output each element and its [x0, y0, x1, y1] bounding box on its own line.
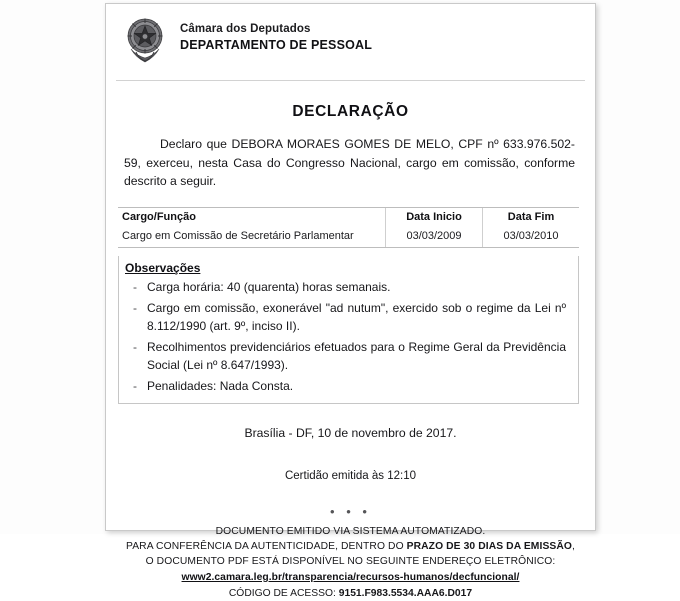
footer-authenticity-suffix: ,: [572, 540, 575, 552]
place-and-date: Brasília - DF, 10 de novembro de 2017.: [244, 425, 457, 440]
cargo-table: [118, 207, 579, 248]
footer-authenticity-prefix: PARA CONFERÊNCIA DA AUTENTICIDADE, DENTRO DO: [125, 540, 407, 552]
observation-item: - Carga horária: 40 (quarenta) horas semanais.: [147, 278, 566, 296]
footer-block: [114, 525, 587, 601]
cell-data-fim: 03/03/2010: [483, 227, 580, 247]
access-code-value: 9151.F983.5534.AAA6.D017: [338, 587, 473, 599]
observations-box: [118, 256, 579, 404]
footer-line-automated: DOCUMENTO EMITIDO VIA SISTEMA AUTOMATIZADO.: [215, 525, 486, 537]
cell-cargo: Cargo em Comissão de Secretário Parlamentar: [122, 230, 354, 243]
footer-line-authenticity: [114, 540, 587, 555]
access-code-label: CÓDIGO DE ACESSO:: [228, 587, 339, 599]
footer-line-pdf-availability: O DOCUMENTO PDF ESTÁ DISPONÍVEL NO SEGUINTE ENDEREÇO ELETRÔNICO:: [145, 555, 556, 567]
access-code-line: [114, 587, 587, 601]
document-title: DECLARAÇÃO: [292, 103, 409, 120]
table-header-row: [118, 208, 579, 228]
organization-name: Câmara dos Deputados: [180, 23, 311, 35]
observation-item: - Cargo em comissão, exonerável "ad nutum", exercido sob o regime da Lei nº 8.112/1990 (art. 9º, inciso II).: [147, 299, 566, 335]
header-divider: [116, 80, 585, 81]
cell-data-inicio: 03/03/2009: [386, 227, 483, 247]
declaration-paragraph: Declaro que DEBORA MORAES GOMES DE MELO, CPF nº 633.976.502-59, exerceu, nesta Casa do Congresso Nacional, cargo em comissão, conforme descrito a seguir.: [124, 137, 575, 189]
footer-separator-dots: • • •: [330, 503, 371, 519]
footer-deadline-emphasis: PRAZO DE 30 DIAS DA EMISSÃO: [406, 540, 573, 552]
observation-item: - Recolhimentos previdenciários efetuados para o Regime Geral da Previdência Social (Lei nº 8.647/1993).: [147, 338, 566, 374]
column-header-data-inicio: Data Inicio: [386, 208, 483, 228]
brazil-coat-of-arms-icon: [122, 16, 168, 66]
issue-time: Certidão emitida às 12:10: [284, 469, 417, 482]
department-name: DEPARTAMENTO DE PESSOAL: [180, 37, 373, 52]
observation-item: - Penalidades: Nada Consta.: [147, 377, 566, 395]
verification-url-link[interactable]: www2.camara.leg.br/transparencia/recursos-humanos/decfuncional/: [181, 571, 520, 583]
table-row: [118, 227, 579, 247]
document-header: [114, 10, 587, 78]
column-header-cargo: Cargo/Função: [122, 210, 196, 223]
column-header-data-fim: Data Fim: [483, 208, 580, 228]
observations-title: Observações: [125, 260, 201, 275]
document-page: [105, 3, 596, 599]
observations-list: [125, 278, 570, 395]
